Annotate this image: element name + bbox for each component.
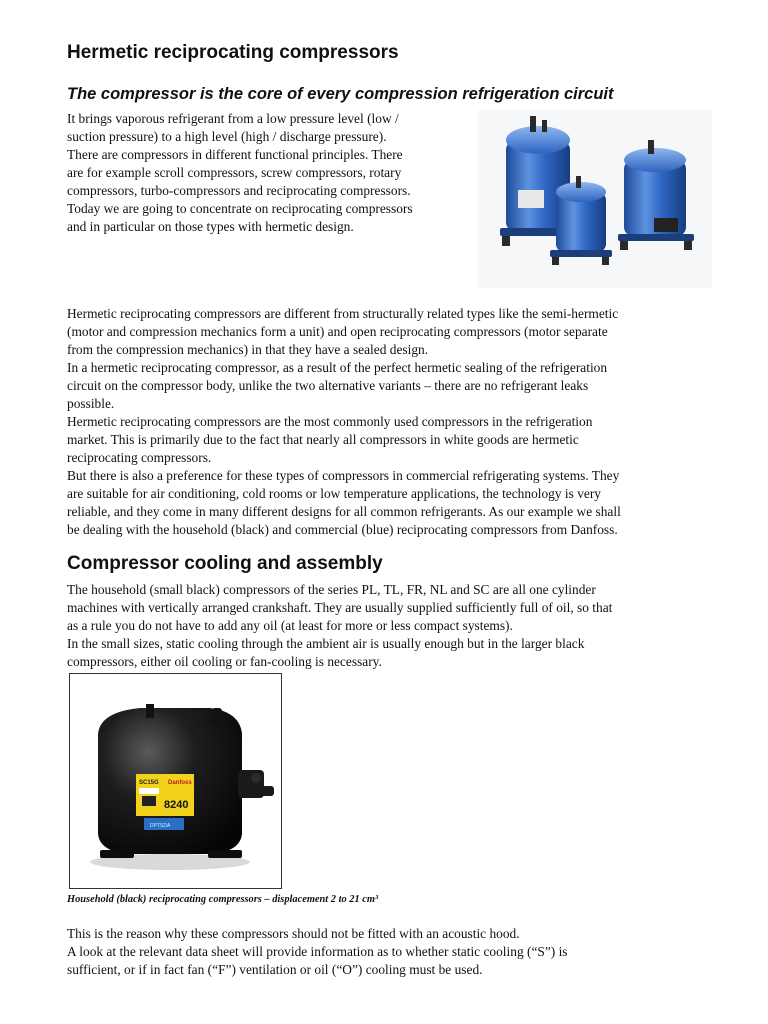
body1-line: reliable, and they come in many different designs for all common refrigerants. As our example we shall — [67, 504, 621, 519]
body1-line: In a hermetic reciprocating compressor, as a result of the perfect hermetic sealing of the refrigeration — [67, 360, 608, 375]
intro-line: are for example scroll compressors, screw compressors, rotary — [67, 165, 402, 180]
body1-line: (motor and compression mechanics form a unit) and open reciprocating compressors (motor separate — [67, 324, 608, 339]
body2-line: as a rule you do not have to add any oil (at least for more or less compact systems). — [67, 618, 513, 633]
body1-line: reciprocating compressors. — [67, 450, 212, 465]
body1-line: are suitable for air conditioning, cold rooms or low temperature applications, the technology is very — [67, 486, 601, 501]
body1-line: But there is also a preference for these types of compressors in commercial refrigerating systems. They — [67, 468, 620, 483]
body2-line: The household (small black) compressors of the series PL, TL, FR, NL and SC are all one cylinder — [67, 582, 596, 597]
body2-line: In the small sizes, static cooling through the ambient air is usually enough but in the larger black — [67, 636, 585, 651]
body1-line: from the compression mechanics) in that they have a sealed design. — [67, 342, 429, 357]
blue-compressors-photo — [478, 110, 712, 288]
body1-line: possible. — [67, 396, 115, 411]
blue-compressors-illustration — [478, 110, 712, 288]
body2-line: machines with vertically arranged crankshaft. They are usually supplied sufficiently full of oil, so that — [67, 600, 613, 615]
black-compressor-photo — [69, 673, 282, 889]
body-paragraph-2 — [67, 581, 717, 671]
blue-compressor-small — [550, 176, 612, 265]
body-paragraph-3 — [67, 925, 717, 979]
photo-caption: Household (black) reciprocating compressors – displacement 2 to 21 cm³ — [67, 894, 379, 905]
label-number: 8240 — [164, 799, 189, 811]
black-compressor-illustration — [70, 674, 281, 888]
body1-line: be dealing with the household (black) and commercial (blue) reciprocating compressors from Danfoss. — [67, 522, 618, 537]
intro-line: Today we are going to concentrate on reciprocating compressors — [67, 201, 413, 216]
blue-sticker-text: DPTSDA — [150, 823, 171, 829]
intro-line: compressors, turbo-compressors and reciprocating compressors. — [67, 183, 411, 198]
section-heading: Compressor cooling and assembly — [67, 553, 383, 574]
rating-label — [136, 774, 194, 816]
body2-line: compressors, either oil cooling or fan-cooling is necessary. — [67, 654, 382, 669]
body1-line: circuit on the compressor body, unlike the two alternative variants – there are no refrigerant leaks — [67, 378, 589, 393]
body3-line: A look at the relevant data sheet will provide information as to whether static cooling (“S”) is — [67, 944, 568, 959]
subheading: The compressor is the core of every compression refrigeration circuit — [67, 85, 614, 103]
body1-line: market. This is primarily due to the fact that nearly all compressors in white goods are hermetic — [67, 432, 579, 447]
body3-line: sufficient, or if in fact fan (“F”) ventilation or oil (“O”) cooling must be used. — [67, 962, 483, 977]
label-model: SC15G — [139, 780, 159, 786]
intro-line: It brings vaporous refrigerant from a low pressure level (low / — [67, 111, 399, 126]
body3-line: This is the reason why these compressors should not be fitted with an acoustic hood. — [67, 926, 520, 941]
blue-compressor-right — [618, 140, 694, 250]
body1-line: Hermetic reciprocating compressors are different from structurally related types like the semi-hermetic — [67, 306, 619, 321]
intro-paragraph — [67, 110, 467, 236]
intro-line: There are compressors in different functional principles. There — [67, 147, 403, 162]
intro-line: suction pressure) to a high level (high / discharge pressure). — [67, 129, 387, 144]
page-title: Hermetic reciprocating compressors — [67, 42, 399, 63]
body1-line: Hermetic reciprocating compressors are the most commonly used compressors in the refrigeration — [67, 414, 593, 429]
label-brand: Danfoss — [168, 780, 192, 786]
intro-line: and in particular on those types with hermetic design. — [67, 219, 354, 234]
body-paragraph-1 — [67, 305, 717, 539]
